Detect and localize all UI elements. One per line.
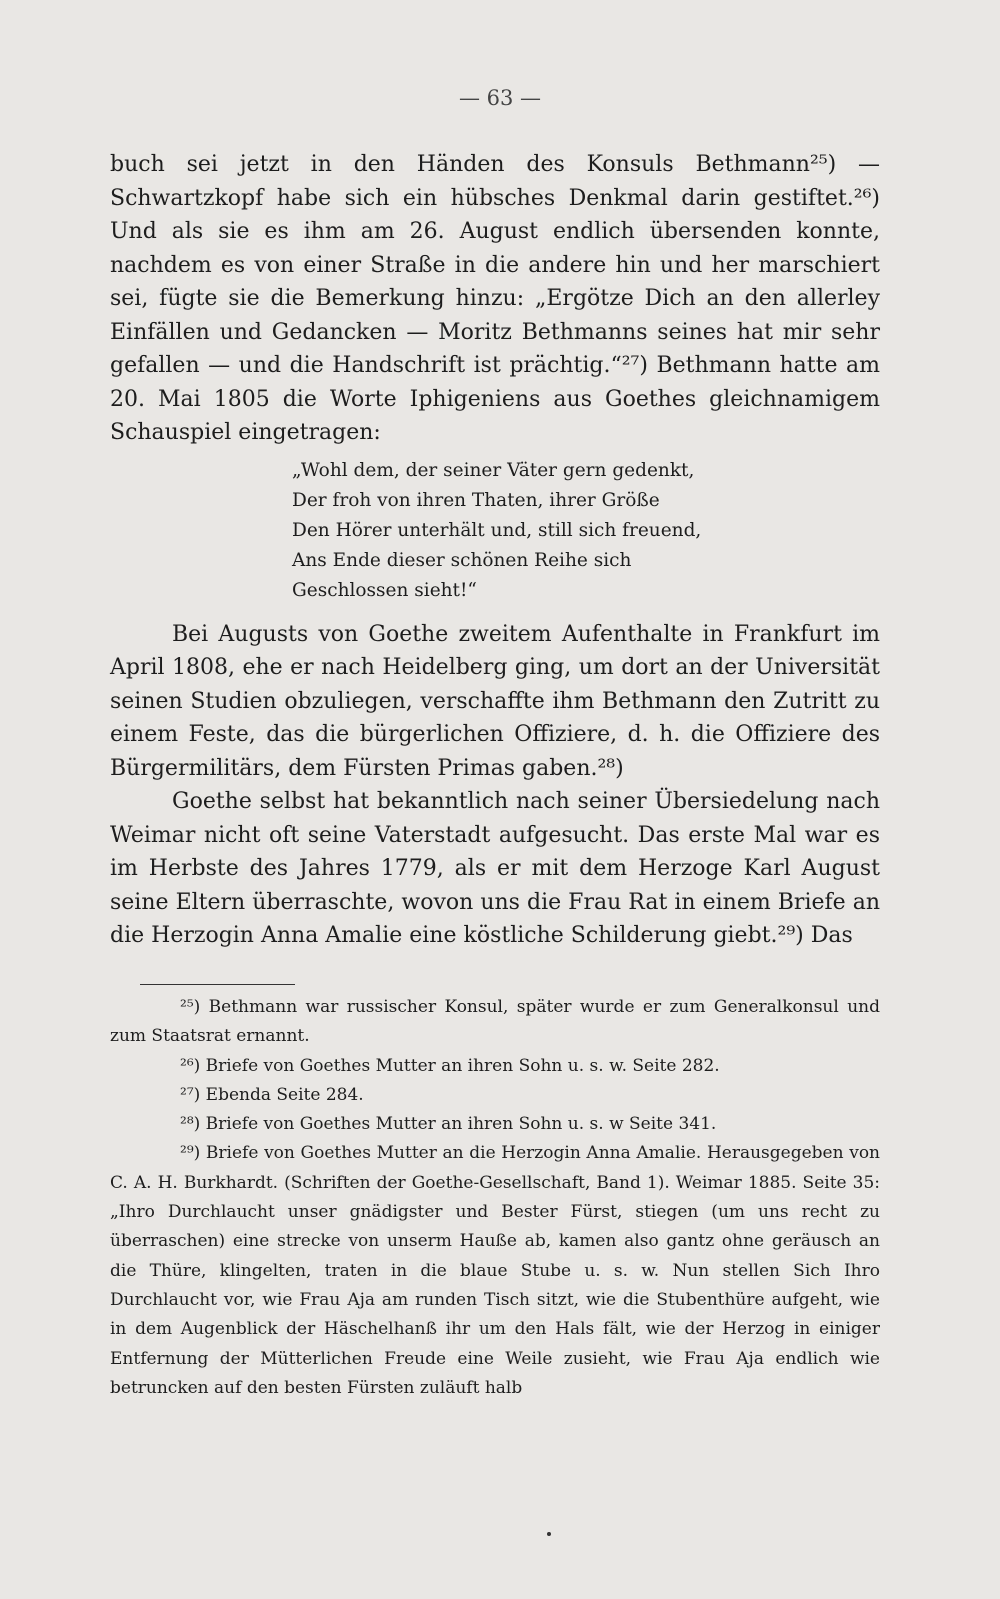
verse-line: Den Hörer unterhält und, still sich freuend,	[292, 519, 702, 541]
footnote-divider	[140, 984, 295, 985]
page-number: — 63 —	[458, 86, 542, 110]
verse-line: „Wohl dem, der seiner Väter gern gedenkt,	[292, 459, 695, 481]
print-speck	[547, 1532, 551, 1536]
footnote-26: ²⁶) Briefe von Goethes Mutter an ihren Sohn u. s. w. Seite 282.	[180, 1055, 720, 1076]
footnote-25: ²⁵) Bethmann war russischer Konsul, später wurde er zum Generalkonsul und zum Staatsrat ernannt.	[110, 997, 880, 1047]
quoted-verse	[292, 456, 880, 606]
footnote-29: ²⁹) Briefe von Goethes Mutter an die Herzogin Anna Amalie. Herausgegeben von C. A. H. Burkhardt. (Schriften der Goethe-Gesellschaft, Band 1). Weimar 1885. Seite 35: „Ihro Durchlaucht unser gnädigster und Bester Fürst, stiegen (um uns recht zu überraschen) eine strecke von unserm Hauße ab, kamen also gantz ohne geräusch an die Thüre, klingelten, traten in die blaue Stube u. s. w. Nun stellen Sich Ihro Durchlaucht vor, wie Frau Aja am runden Tisch sitzt, wie die Stubenthüre aufgeht, wie in dem Augenblick der Häschelhanß ihr um den Hals fält, wie der Herzog in einiger Entfernung der Mütterlichen Freude eine Weile zusieht, wie Frau Aja endlich wie betruncken auf den besten Fürsten zuläuft halb	[110, 1143, 880, 1398]
footnote-28: ²⁸) Briefe von Goethes Mutter an ihren Sohn u. s. w Seite 341.	[180, 1114, 717, 1135]
paragraph-3: Goethe selbst hat bekanntlich nach seiner Übersiedelung nach Weimar nicht oft seine Vaterstadt aufgesucht. Das erste Mal war es im Herbste des Jahres 1779, als er mit dem Herzoge Karl August seine Eltern überraschte, wovon uns die Frau Rat in einem Briefe an die Herzogin Anna Amalie eine köstliche Schilderung giebt.²⁹) Das	[110, 789, 880, 948]
verse-line: Ans Ende dieser schönen Reihe sich	[292, 549, 632, 571]
main-text	[110, 148, 880, 953]
paragraph-2: Bei Augusts von Goethe zweitem Aufenthalte in Frankfurt im April 1808, ehe er nach Heidelberg ging, um dort an der Universität seinen Studien obzuliegen, verschaffte ihm Bethmann den Zutritt zu einem Feste, das die bürgerlichen Offiziere, d. h. die Offiziere des Bürgermilitärs, dem Fürsten Primas gaben.²⁸)	[110, 621, 880, 781]
paragraph-1: buch sei jetzt in den Händen des Konsuls Bethmann²⁵) — Schwartzkopf habe sich ein hübsches Denkmal darin gestiftet.²⁶) Und als sie es ihm am 26. August endlich übersenden konnte, nachdem es von einer Straße in die andere hin und her marschiert sei, fügte sie die Bemerkung hinzu: „Ergötze Dich an den allerley Einfällen und Gedancken — Moritz Bethmanns seines hat mir sehr gefallen — und die Handschrift ist prächtig.“²⁷) Bethmann hatte am 20. Mai 1805 die Worte Iphigeniens aus Goethes gleichnamigem Schauspiel eingetragen:	[110, 152, 880, 445]
verse-line: Geschlossen sieht!“	[292, 579, 477, 601]
footnote-27: ²⁷) Ebenda Seite 284.	[180, 1084, 364, 1105]
footnotes	[110, 993, 880, 1403]
verse-line: Der froh von ihren Thaten, ihrer Größe	[292, 489, 660, 511]
